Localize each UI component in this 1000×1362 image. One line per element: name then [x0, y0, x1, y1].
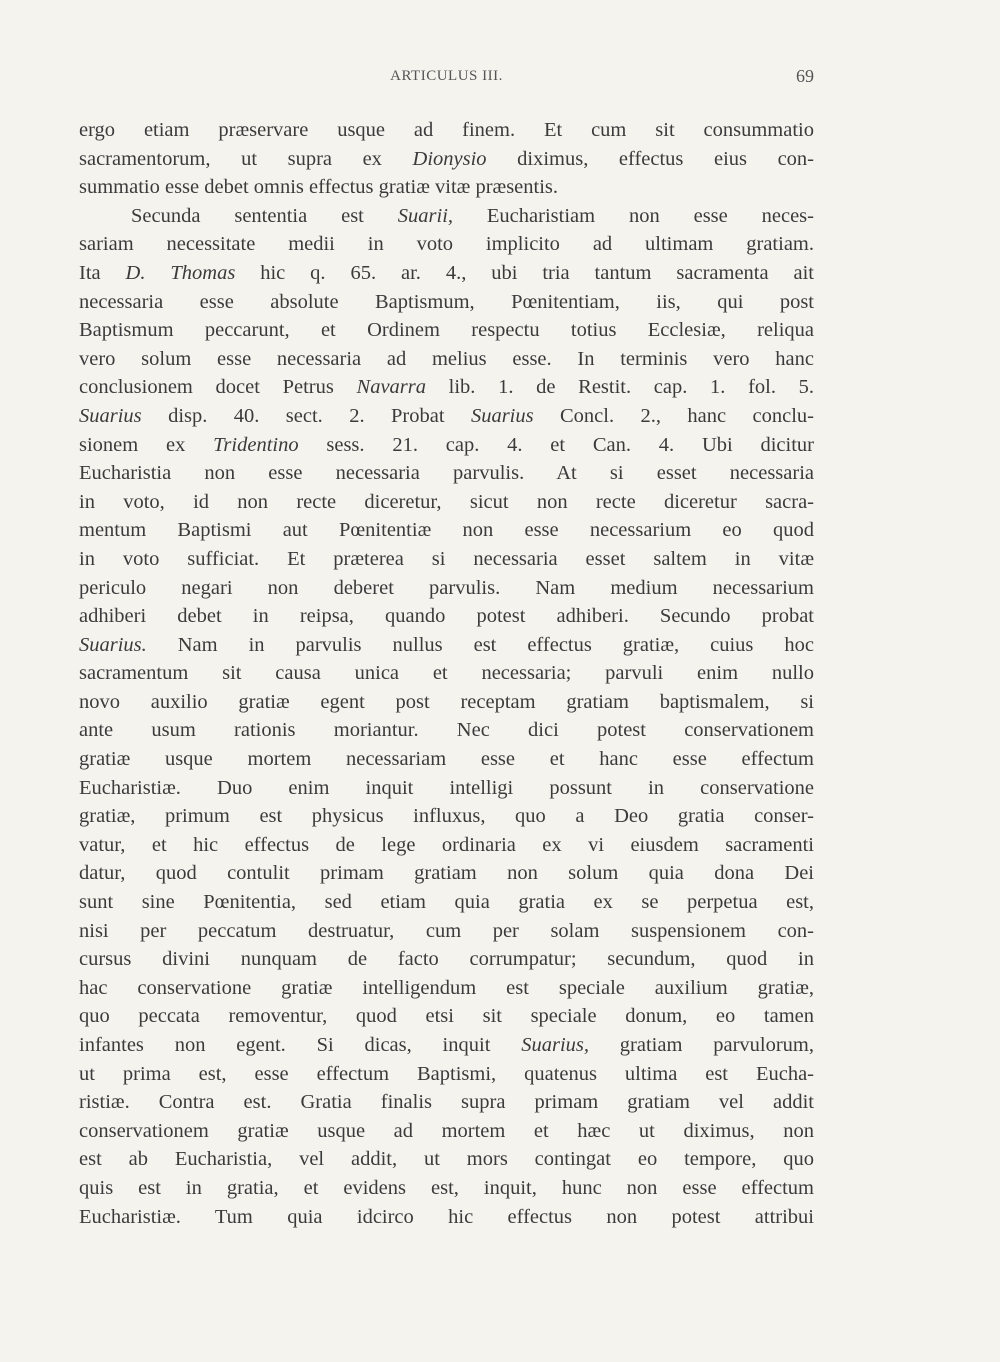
text-run: vero solum esse necessaria ad melius esse. In terminis vero hanc: [79, 347, 814, 370]
text-run: infantes non egent. Si dicas, inquit: [79, 1034, 522, 1056]
italic-citation: Suarius: [79, 404, 142, 427]
page-number: 69: [796, 66, 814, 86]
text-line: [79, 316, 814, 345]
text-line: [79, 145, 814, 174]
body-text: [79, 116, 814, 1231]
text-run: in voto, id non recte diceretur, sicut non recte diceretur sacra-: [79, 490, 814, 513]
text-line: [79, 1203, 814, 1232]
text-line: [79, 202, 814, 231]
text-run: sunt sine Pœnitentia, sed etiam quia gratia ex se perpetua est,: [79, 891, 814, 914]
italic-citation: Navarra: [356, 376, 426, 399]
text-run: ristiæ. Contra est. Gratia finalis supra primam gratiam vel addit: [79, 1091, 814, 1114]
text-run: gratiæ, primum est physicus influxus, quo a Deo gratia conser-: [79, 805, 814, 828]
text-run: Ita: [79, 261, 126, 284]
text-run: sionem ex: [79, 433, 214, 456]
text-run: sess. 21. cap. 4. et Can. 4. Ubi dicitur: [298, 433, 814, 456]
text-line: [79, 545, 814, 574]
text-run: conservationem gratiæ usque ad mortem et hæc ut diximus, non: [79, 1119, 814, 1142]
text-line: [79, 488, 814, 517]
italic-citation: D. Thomas: [125, 261, 236, 284]
text-line: [79, 1031, 814, 1060]
text-run: sacramentum sit causa unica et necessaria; parvuli enim nullo: [79, 662, 814, 685]
text-line: [79, 745, 814, 774]
text-line: [79, 716, 814, 745]
text-run: disp. 40. sect. 2. Probat: [141, 404, 471, 427]
italic-citation: Suarii,: [397, 204, 454, 227]
text-run: in voto sufficiat. Et præterea si necessaria esset saltem in vitæ: [79, 547, 814, 570]
text-line: [79, 917, 814, 946]
text-line: [79, 974, 814, 1003]
text-run: sariam necessitate medii in voto implicito ad ultimam gratiam.: [79, 233, 814, 256]
text-line: [79, 288, 814, 317]
text-run: ut prima est, esse effectum Baptismi, quatenus ultima est Eucha-: [79, 1062, 814, 1085]
text-run: datur, quod contulit primam gratiam non solum quia dona Dei: [79, 862, 814, 885]
italic-citation: Suarius: [470, 404, 534, 427]
italic-citation: Tridentino: [213, 433, 299, 456]
text-line: [79, 945, 814, 974]
text-line: [79, 802, 814, 831]
text-run: gratiæ usque mortem necessariam esse et hanc esse effectum: [79, 748, 814, 771]
text-run: periculo negari non deberet parvulis. Nam medium necessarium: [79, 576, 814, 599]
text-line: [79, 831, 814, 860]
text-run: vatur, et hic effectus de lege ordinaria ex vi eiusdem sacramenti: [79, 833, 814, 856]
text-run: ergo etiam præservare usque ad finem. Et cum sit consummatio: [79, 119, 814, 141]
text-line: [79, 859, 814, 888]
text-run: adhiberi debet in reipsa, quando potest adhiberi. Secundo probat: [79, 605, 814, 628]
text-run: necessaria esse absolute Baptismum, Pœnitentiam, iis, qui post: [79, 290, 814, 313]
text-run: lib. 1. de Restit. cap. 1. fol. 5.: [426, 376, 814, 399]
running-head: [79, 68, 814, 92]
text-line: [79, 459, 814, 488]
text-line: [79, 1117, 814, 1146]
text-run: Eucharistiæ. Duo enim inquit intelligi possunt in conservatione: [79, 776, 814, 799]
text-run: hic q. 65. ar. 4., ubi tria tantum sacramenta ait: [235, 261, 814, 284]
text-run: diximus, effectus eius con-: [486, 147, 814, 170]
text-run: summatio esse debet omnis effectus gratiæ vitæ præsentis.: [79, 176, 559, 199]
text-run: gratiam parvulorum,: [589, 1034, 814, 1056]
text-line: [79, 373, 814, 402]
text-line: [79, 516, 814, 545]
text-line: [79, 345, 814, 374]
text-line: [79, 431, 814, 460]
text-line: [79, 1002, 814, 1031]
text-run: Eucharistiam non esse neces-: [453, 204, 814, 227]
text-run: hac conservatione gratiæ intelligendum est speciale auxilium gratiæ,: [79, 976, 814, 999]
text-line: [79, 116, 814, 145]
text-line: [79, 602, 814, 631]
text-run: conclusionem docet Petrus: [79, 376, 357, 399]
text-run: novo auxilio gratiæ egent post receptam gratiam baptismalem, si: [79, 690, 814, 713]
text-run: Eucharistiæ. Tum quia idcirco hic effectus non potest attribui: [79, 1205, 814, 1228]
text-line: [79, 173, 814, 202]
text-line: [79, 1060, 814, 1089]
text-run: Eucharistia non esse necessaria parvulis. At si esset necessaria: [79, 462, 814, 485]
text-run: sacramentorum, ut supra ex: [79, 147, 413, 170]
text-line: [79, 774, 814, 803]
text-line: [79, 1088, 814, 1117]
italic-citation: Dionysio: [412, 147, 487, 170]
text-line: [79, 574, 814, 603]
text-line: [79, 888, 814, 917]
text-run: Secunda sententia est: [131, 204, 398, 227]
text-run: Nam in parvulis nullus est effectus gratiæ, cuius hoc: [146, 633, 814, 656]
text-run: Baptismum peccarunt, et Ordinem respectu totius Ecclesiæ, reliqua: [79, 319, 814, 342]
text-run: est ab Eucharistia, vel addit, ut mors contingat eo tempore, quo: [79, 1148, 814, 1171]
text-line: [79, 659, 814, 688]
text-run: Concl. 2., hanc conclu-: [533, 404, 814, 427]
text-run: nisi per peccatum destruatur, cum per solam suspensionem con-: [79, 919, 814, 942]
text-run: quis est in gratia, et evidens est, inquit, hunc non esse effectum: [79, 1176, 814, 1199]
text-line: [79, 631, 814, 660]
text-line: [79, 688, 814, 717]
running-title: ARTICULUS III.: [390, 68, 503, 84]
text-run: mentum Baptismi aut Pœnitentiæ non esse necessarium eo quod: [79, 519, 814, 542]
text-line: [79, 230, 814, 259]
italic-citation: Suarius.: [79, 633, 147, 656]
text-line: [79, 1174, 814, 1203]
text-line: [79, 259, 814, 288]
text-run: cursus divini nunquam de facto corrumpatur; secundum, quod in: [79, 948, 814, 971]
text-line: [79, 1145, 814, 1174]
italic-citation: Suarius,: [521, 1034, 589, 1056]
text-run: ante usum rationis moriantur. Nec dici potest conservationem: [79, 719, 814, 742]
text-line: [79, 402, 814, 431]
text-run: quo peccata removentur, quod etsi sit speciale donum, eo tamen: [79, 1005, 814, 1028]
